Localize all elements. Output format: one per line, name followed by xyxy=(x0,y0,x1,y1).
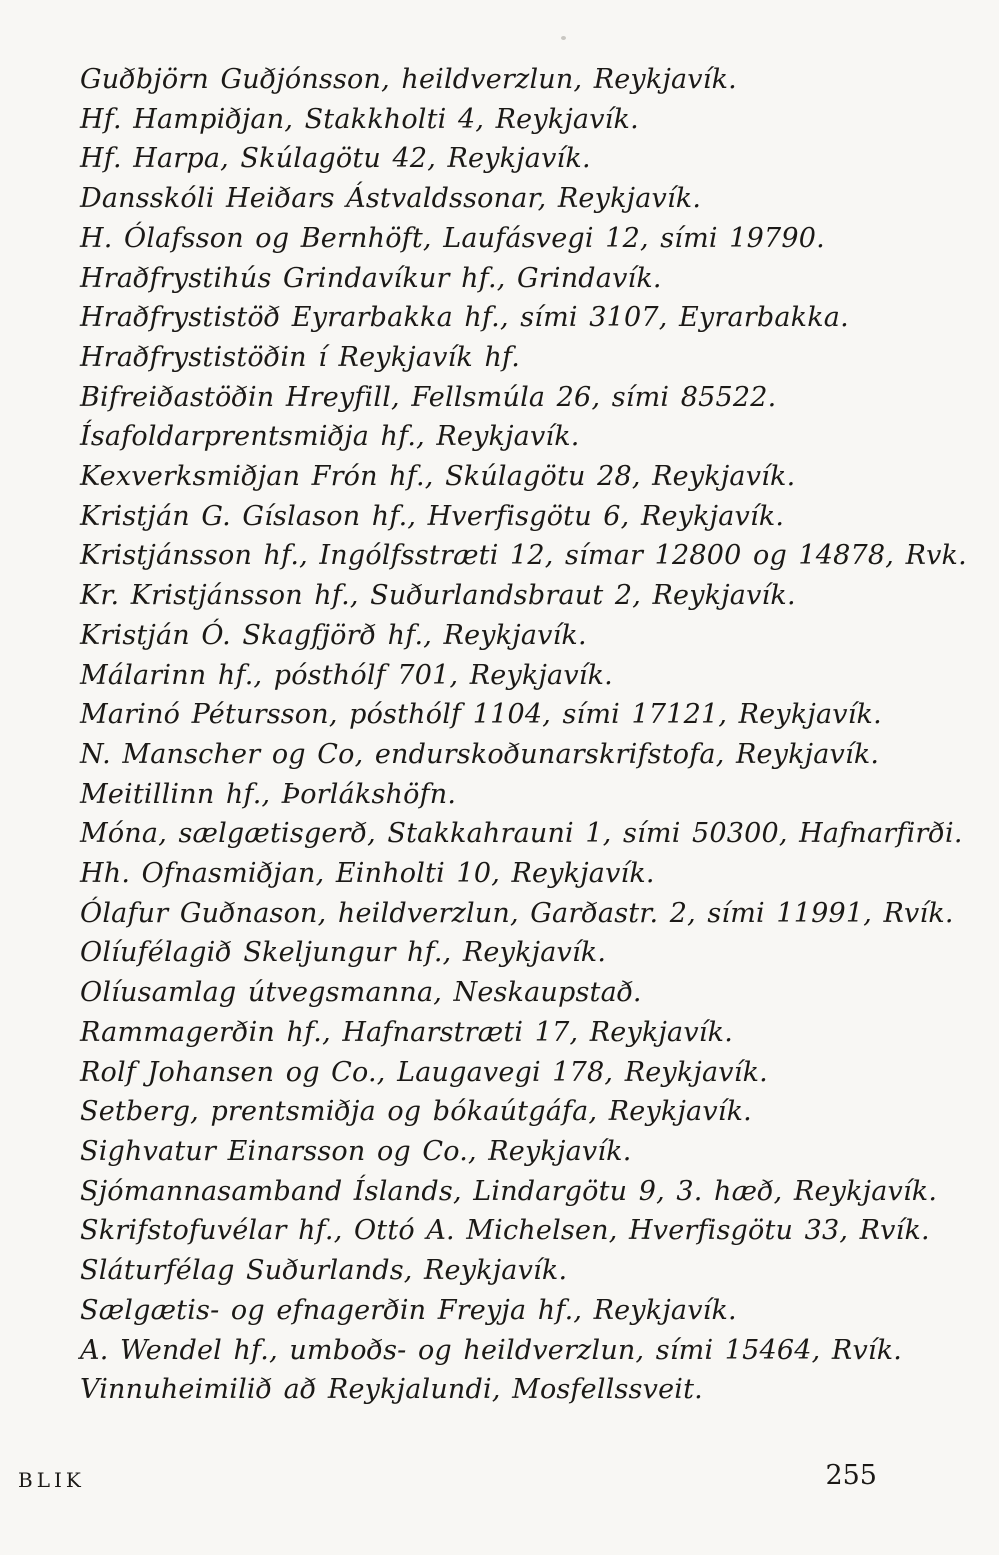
directory-list xyxy=(80,60,980,1410)
directory-line: Meitillinn hf., Þorlákshöfn. xyxy=(80,778,457,810)
directory-line: Vinnuheimilið að Reykjalundi, Mosfellssveit. xyxy=(80,1374,703,1406)
journal-name: BLIK xyxy=(18,1468,85,1492)
directory-line: Hf. Hampiðjan, Stakkholti 4, Reykjavík. xyxy=(80,103,639,135)
directory-line: Hf. Harpa, Skúlagötu 42, Reykjavík. xyxy=(80,143,591,175)
directory-line: Ólafur Guðnason, heildverzlun, Garðastr. 2, sími 11991, Rvík. xyxy=(80,897,954,929)
page-number: 255 xyxy=(825,1460,877,1491)
directory-line: Marinó Pétursson, pósthólf 1104, sími 17121, Reykjavík. xyxy=(80,699,882,731)
directory-line: Sælgætis- og efnagerðin Freyja hf., Reykjavík. xyxy=(80,1294,737,1326)
directory-line: Skrifstofuvélar hf., Ottó A. Michelsen, Hverfisgötu 33, Rvík. xyxy=(80,1215,930,1247)
directory-line: Ísafoldarprentsmiðja hf., Reykjavík. xyxy=(80,421,580,453)
directory-line: Kexverksmiðjan Frón hf., Skúlagötu 28, Reykjavík. xyxy=(80,461,796,493)
directory-line: Olíusamlag útvegsmanna, Neskaupstað. xyxy=(80,977,642,1009)
directory-line: Olíufélagið Skeljungur hf., Reykjavík. xyxy=(80,937,607,969)
directory-line: Hh. Ofnasmiðjan, Einholti 10, Reykjavík. xyxy=(80,858,655,890)
directory-line: Guðbjörn Guðjónsson, heildverzlun, Reykjavík. xyxy=(80,64,737,95)
directory-line: Rolf Johansen og Co., Laugavegi 178, Reykjavík. xyxy=(80,1056,768,1088)
directory-line: Kr. Kristjánsson hf., Suðurlandsbraut 2, Reykjavík. xyxy=(80,580,796,612)
directory-line: Kristján G. Gíslason hf., Hverfisgötu 6, Reykjavík. xyxy=(80,500,785,532)
directory-line: Hraðfrystistöðin í Reykjavík hf. xyxy=(80,341,521,373)
directory-line: Setberg, prentsmiðja og bókaútgáfa, Reykjavík. xyxy=(80,1096,752,1128)
directory-line: Málarinn hf., pósthólf 701, Reykjavík. xyxy=(80,659,613,691)
directory-line: Bifreiðastöðin Hreyfill, Fellsmúla 26, sími 85522. xyxy=(80,381,777,413)
directory-line: H. Ólafsson og Bernhöft, Laufásvegi 12, sími 19790. xyxy=(80,222,825,254)
directory-line: Hraðfrystihús Grindavíkur hf., Grindavík. xyxy=(80,262,662,294)
directory-line: Móna, sælgætisgerð, Stakkahrauni 1, sími 50300, Hafnarfirði. xyxy=(80,818,963,850)
directory-line: Kristján Ó. Skagfjörð hf., Reykjavík. xyxy=(80,619,587,651)
directory-line: Sláturfélag Suðurlands, Reykjavík. xyxy=(80,1255,568,1287)
scan-artifact-dot xyxy=(561,36,566,40)
directory-line: Rammagerðin hf., Hafnarstræti 17, Reykjavík. xyxy=(80,1016,733,1048)
directory-line: Hraðfrystistöð Eyrarbakka hf., sími 3107, Eyrarbakka. xyxy=(80,302,849,334)
directory-line: Dansskóli Heiðars Ástvaldssonar, Reykjavík. xyxy=(80,183,702,215)
directory-line: A. Wendel hf., umboðs- og heildverzlun, sími 15464, Rvík. xyxy=(80,1334,903,1366)
directory-line: Kristjánsson hf., Ingólfsstræti 12, símar 12800 og 14878, Rvk. xyxy=(80,540,967,572)
directory-line: N. Manscher og Co, endurskoðunarskrifstofa, Reykjavík. xyxy=(80,738,880,770)
directory-line: Sjómannasamband Íslands, Lindargötu 9, 3. hæð, Reykjavík. xyxy=(80,1175,938,1207)
directory-line: Sighvatur Einarsson og Co., Reykjavík. xyxy=(80,1135,632,1167)
